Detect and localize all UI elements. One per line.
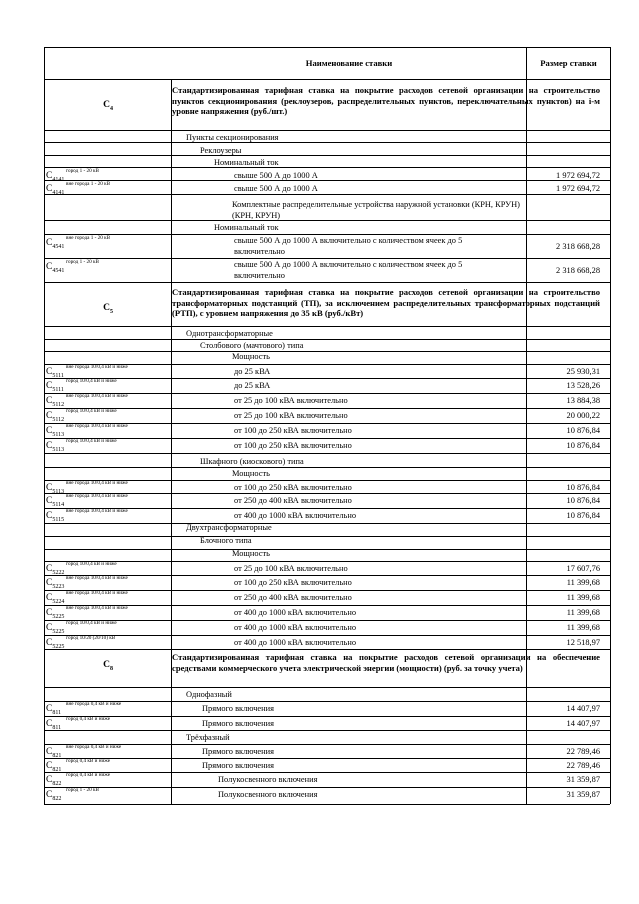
- level5-label: Номинальный ток: [214, 223, 279, 232]
- code-note: вне города 1 - 20 кВ: [66, 181, 111, 187]
- rate-code-letter: C: [46, 719, 53, 729]
- rate-code-subscript: 5113: [52, 432, 65, 438]
- c5-level7-label: Блочного типа: [200, 536, 252, 545]
- c5-level4-label: Шкафного (киоскового) типа: [200, 457, 304, 466]
- rate-code-subscript: 5222: [52, 570, 65, 576]
- rate-code-subscript: 5112: [52, 402, 65, 408]
- rate-code: [46, 381, 64, 392]
- row-description: Прямого включения: [202, 719, 274, 728]
- rate-value: 31 359,87: [566, 790, 600, 799]
- rate-code-subscript: 5111: [52, 387, 64, 393]
- rate-value: 10 876,84: [566, 483, 600, 492]
- rate-code: [46, 719, 61, 730]
- code-note: вне города 10/0,4 кВ и ниже: [66, 364, 128, 370]
- section-code-c4: $C_4$: [103, 100, 113, 112]
- level1-label: Пункты секционирования: [186, 133, 279, 142]
- rate-code-letter: C: [46, 564, 53, 574]
- rate-code: [46, 511, 64, 522]
- rate-code-letter: C: [46, 496, 53, 506]
- rate-value: 14 407,97: [566, 719, 600, 728]
- row-description: от 25 до 100 кВА включительно: [234, 564, 348, 573]
- rate-value: 25 930,31: [566, 367, 600, 376]
- code-note: город 1 - 20 кВ: [66, 168, 99, 174]
- c5-level1-label: Однотрансформаторные: [186, 329, 273, 338]
- row-description-cont: включительно: [234, 247, 285, 256]
- code-note: город 10/0,4 кВ и ниже: [66, 438, 117, 444]
- rate-value: 20 000,22: [566, 411, 600, 420]
- code-note: город 1 - 20 кВ: [66, 787, 99, 793]
- row-description: свыше 500 А до 1000 А включительно с количеством ячеек до 5: [234, 236, 463, 245]
- row-description-cont: включительно: [234, 271, 285, 280]
- rate-code: [46, 747, 61, 758]
- code-note: город 0,4 кВ и ниже: [66, 716, 111, 722]
- rate-value: 14 407,97: [566, 704, 600, 713]
- code-note: вне города 0,4 кВ и ниже: [66, 701, 122, 707]
- rate-code-letter: C: [46, 608, 53, 618]
- code-note: вне города 1 - 20 кВ: [66, 235, 111, 241]
- rate-code-letter: C: [46, 171, 53, 181]
- rate-value: 10 876,84: [566, 426, 600, 435]
- rate-code-letter: C: [46, 441, 53, 451]
- rate-code-subscript: 811: [52, 710, 62, 716]
- row-description: свыше 500 А до 1000 А: [234, 184, 318, 193]
- c8-level1-label: Однофазный: [186, 690, 232, 699]
- rate-value: 11 399,68: [566, 608, 600, 617]
- rate-code-subscript: 5115: [52, 517, 65, 523]
- rate-code: [46, 396, 64, 407]
- code-note: вне города 10/0,4 кВ и ниже: [66, 423, 128, 429]
- row-description: от 100 до 250 кВА включительно: [234, 578, 352, 587]
- rate-code-subscript: 5113: [52, 489, 65, 495]
- row-description: от 100 до 250 кВА включительно: [234, 441, 352, 450]
- section-code-c5: $C_5$: [103, 303, 113, 315]
- rate-code-letter: C: [46, 483, 53, 493]
- rate-code: [46, 441, 64, 452]
- rate-code: [46, 608, 64, 619]
- rate-value: 10 876,84: [566, 496, 600, 505]
- code-note: вне города 10/0,4 кВ и ниже: [66, 590, 128, 596]
- code-note: вне города 10/0,4 кВ и ниже: [66, 508, 128, 514]
- c5-level8-label: Мощность: [232, 549, 270, 558]
- section-code-c8: $C_8$: [103, 660, 113, 672]
- row-description: свыше 500 А до 1000 А: [234, 171, 318, 180]
- header-size-column: Размер ставки: [540, 58, 597, 68]
- code-note: вне города 10/0,4 кВ и ниже: [66, 575, 128, 581]
- level4-label: Комплектные распределительные устройства наружной установки (КРН, КРУН): [232, 200, 520, 209]
- rate-value: 2 318 668,28: [556, 266, 600, 275]
- rate-value: 2 318 668,28: [556, 242, 600, 251]
- rate-value: 13 884,38: [566, 396, 600, 405]
- rate-value: 17 607,76: [566, 564, 600, 573]
- c5-level3-label: Мощность: [232, 352, 270, 361]
- rate-code-subscript: 5224: [52, 599, 65, 605]
- header-name-column: Наименование ставки: [305, 58, 393, 68]
- row-description: Прямого включения: [202, 761, 274, 770]
- row-description: до 25 кВА: [234, 381, 271, 390]
- code-note: вне города 10/0,4 кВ и ниже: [66, 393, 128, 399]
- row-description: от 25 до 100 кВА включительно: [234, 411, 348, 420]
- rate-code-subscript: 4541: [52, 268, 65, 274]
- section-description-c4: Стандартизированная тарифная ставка на покрытие расходов сетевой организации на строительство пунктов секционирования (реклоузеров, распределительных пунктов, переключательных пунктов) на i-м уровне напряжения (руб./шт.): [172, 85, 600, 116]
- rate-value: 11 399,68: [566, 578, 600, 587]
- rate-code-letter: C: [46, 411, 53, 421]
- rate-code-letter: C: [46, 638, 53, 648]
- rate-code-letter: C: [46, 593, 53, 603]
- rate-code-subscript: 821: [52, 767, 62, 773]
- rate-code-letter: C: [46, 790, 53, 800]
- rate-code: [46, 638, 64, 649]
- row-description: от 400 до 1000 кВА включительно: [234, 511, 357, 520]
- level4-label-cont: (КРН, КРУН): [232, 211, 281, 220]
- row-description: от 400 до 1000 кВА включительно: [234, 608, 357, 617]
- rate-code: [46, 496, 64, 507]
- rate-code-subscript: 5111: [52, 373, 64, 379]
- code-note: вне города 10/0,4 кВ и ниже: [66, 605, 128, 611]
- rate-code-subscript: 5225: [52, 644, 65, 650]
- row-description: от 250 до 400 кВА включительно: [234, 496, 352, 505]
- code-note: город 10/0,4 кВ и ниже: [66, 561, 117, 567]
- rate-code-subscript: 5223: [52, 584, 65, 590]
- rate-value: 1 972 694,72: [556, 171, 600, 180]
- code-note: вне города 10/0,4 кВ и ниже: [66, 493, 128, 499]
- code-note: город 10/20 (20/10) кВ: [66, 635, 116, 641]
- rate-code: [46, 367, 64, 378]
- rate-code-subscript: 4541: [52, 244, 65, 250]
- rate-code-subscript: 822: [52, 781, 62, 787]
- rate-code-letter: C: [46, 511, 53, 521]
- code-note: город 0,4 кВ и ниже: [66, 772, 111, 778]
- row-description: свыше 500 А до 1000 А включительно с количеством ячеек до 5: [234, 260, 463, 269]
- code-note: город 10/0,4 кВ и ниже: [66, 378, 117, 384]
- rate-code-letter: C: [46, 184, 53, 194]
- rate-value: 11 399,68: [566, 593, 600, 602]
- c5-level6-label: Двухтрансформаторные: [186, 523, 272, 532]
- rate-value: 31 359,87: [566, 775, 600, 784]
- row-description: от 400 до 1000 кВА включительно: [234, 623, 357, 632]
- rate-value: 10 876,84: [566, 511, 600, 520]
- rate-value: 1 972 694,72: [556, 184, 600, 193]
- rate-code: [46, 184, 64, 195]
- c5-level5-label: Мощность: [232, 469, 270, 478]
- code-note: город 10/0,4 кВ и ниже: [66, 620, 117, 626]
- rate-code-letter: C: [46, 761, 53, 771]
- section-description-c8: Стандартизированная тарифная ставка на покрытие расходов сетевой организации на обеспечение средствами коммерческого учета электрической энергии (мощности) (руб. за точку учета): [172, 652, 600, 673]
- rate-code-subscript: 821: [52, 753, 62, 759]
- row-description: от 250 до 400 кВА включительно: [234, 593, 352, 602]
- c8-level2-label: Трёхфазный: [186, 733, 230, 742]
- level2-label: Реклоузеры: [200, 146, 242, 155]
- section-description-c5: Стандартизированная тарифная ставка на покрытие расходов сетевой организации на строительство трансформаторных подстанций (ТП), за исключением распределительных трансформаторных подстанций (РТП), с уровнем напряжения до 35 кВ (руб./кВт): [172, 287, 600, 318]
- rate-code: [46, 411, 64, 422]
- rate-code: [46, 171, 64, 182]
- rate-value: 11 399,68: [566, 623, 600, 632]
- c5-level2-label: Столбового (мачтового) типа: [200, 341, 304, 350]
- rate-code-letter: C: [46, 775, 53, 785]
- code-note: город 1 - 20 кВ: [66, 259, 99, 265]
- rate-code-letter: C: [46, 238, 53, 248]
- rate-code-letter: C: [46, 262, 53, 272]
- rate-value: 22 789,46: [566, 761, 600, 770]
- rate-code-subscript: 822: [52, 796, 62, 802]
- rate-code: [46, 238, 64, 249]
- row-description: от 400 до 1000 кВА включительно: [234, 638, 357, 647]
- rate-code: [46, 262, 64, 273]
- code-note: вне города 0,4 кВ и ниже: [66, 744, 122, 750]
- rate-code-letter: C: [46, 426, 53, 436]
- rate-value: 10 876,84: [566, 441, 600, 450]
- rate-code: [46, 623, 64, 634]
- row-description: от 25 до 100 кВА включительно: [234, 396, 348, 405]
- rate-code: [46, 704, 61, 715]
- rate-code-letter: C: [46, 578, 53, 588]
- row-description: до 25 кВА: [234, 367, 271, 376]
- row-description: от 100 до 250 кВА включительно: [234, 426, 352, 435]
- rate-code-letter: C: [46, 367, 53, 377]
- rate-code: [46, 761, 61, 772]
- rate-code: [46, 564, 64, 575]
- rate-value: 12 518,97: [566, 638, 600, 647]
- rate-code-subscript: 4141: [52, 190, 65, 196]
- rate-code: [46, 578, 64, 589]
- rate-code-subscript: 811: [52, 725, 62, 731]
- rate-code-subscript: 5112: [52, 417, 65, 423]
- rate-code-letter: C: [46, 396, 53, 406]
- row-description: Полукосвенного включения: [218, 790, 318, 799]
- rate-code-letter: C: [46, 623, 53, 633]
- level3-label: Номинальный ток: [214, 158, 279, 167]
- row-description: Прямого включения: [202, 704, 274, 713]
- rate-value: 22 789,46: [566, 747, 600, 756]
- rate-code-letter: C: [46, 381, 53, 391]
- row-description: от 100 до 250 кВА включительно: [234, 483, 352, 492]
- code-note: вне города 10/0,4 кВ и ниже: [66, 480, 128, 486]
- rate-code-letter: C: [46, 747, 53, 757]
- row-description: Полукосвенного включения: [218, 775, 318, 784]
- rate-code-subscript: 5114: [52, 502, 65, 508]
- rate-code-letter: C: [46, 704, 53, 714]
- rate-code-subscript: 5225: [52, 614, 65, 620]
- rate-code: [46, 426, 64, 437]
- code-note: город 0,4 кВ и ниже: [66, 758, 111, 764]
- row-description: Прямого включения: [202, 747, 274, 756]
- code-note: город 10/0,4 кВ и ниже: [66, 408, 117, 414]
- rate-code-subscript: 5225: [52, 629, 65, 635]
- rate-code-subscript: 5113: [52, 447, 65, 453]
- rate-code: [46, 775, 61, 786]
- rate-code: [46, 483, 64, 494]
- rate-code: [46, 593, 64, 604]
- rate-value: 13 528,26: [566, 381, 600, 390]
- rate-code-subscript: 4141: [52, 177, 65, 183]
- rate-code: [46, 790, 61, 801]
